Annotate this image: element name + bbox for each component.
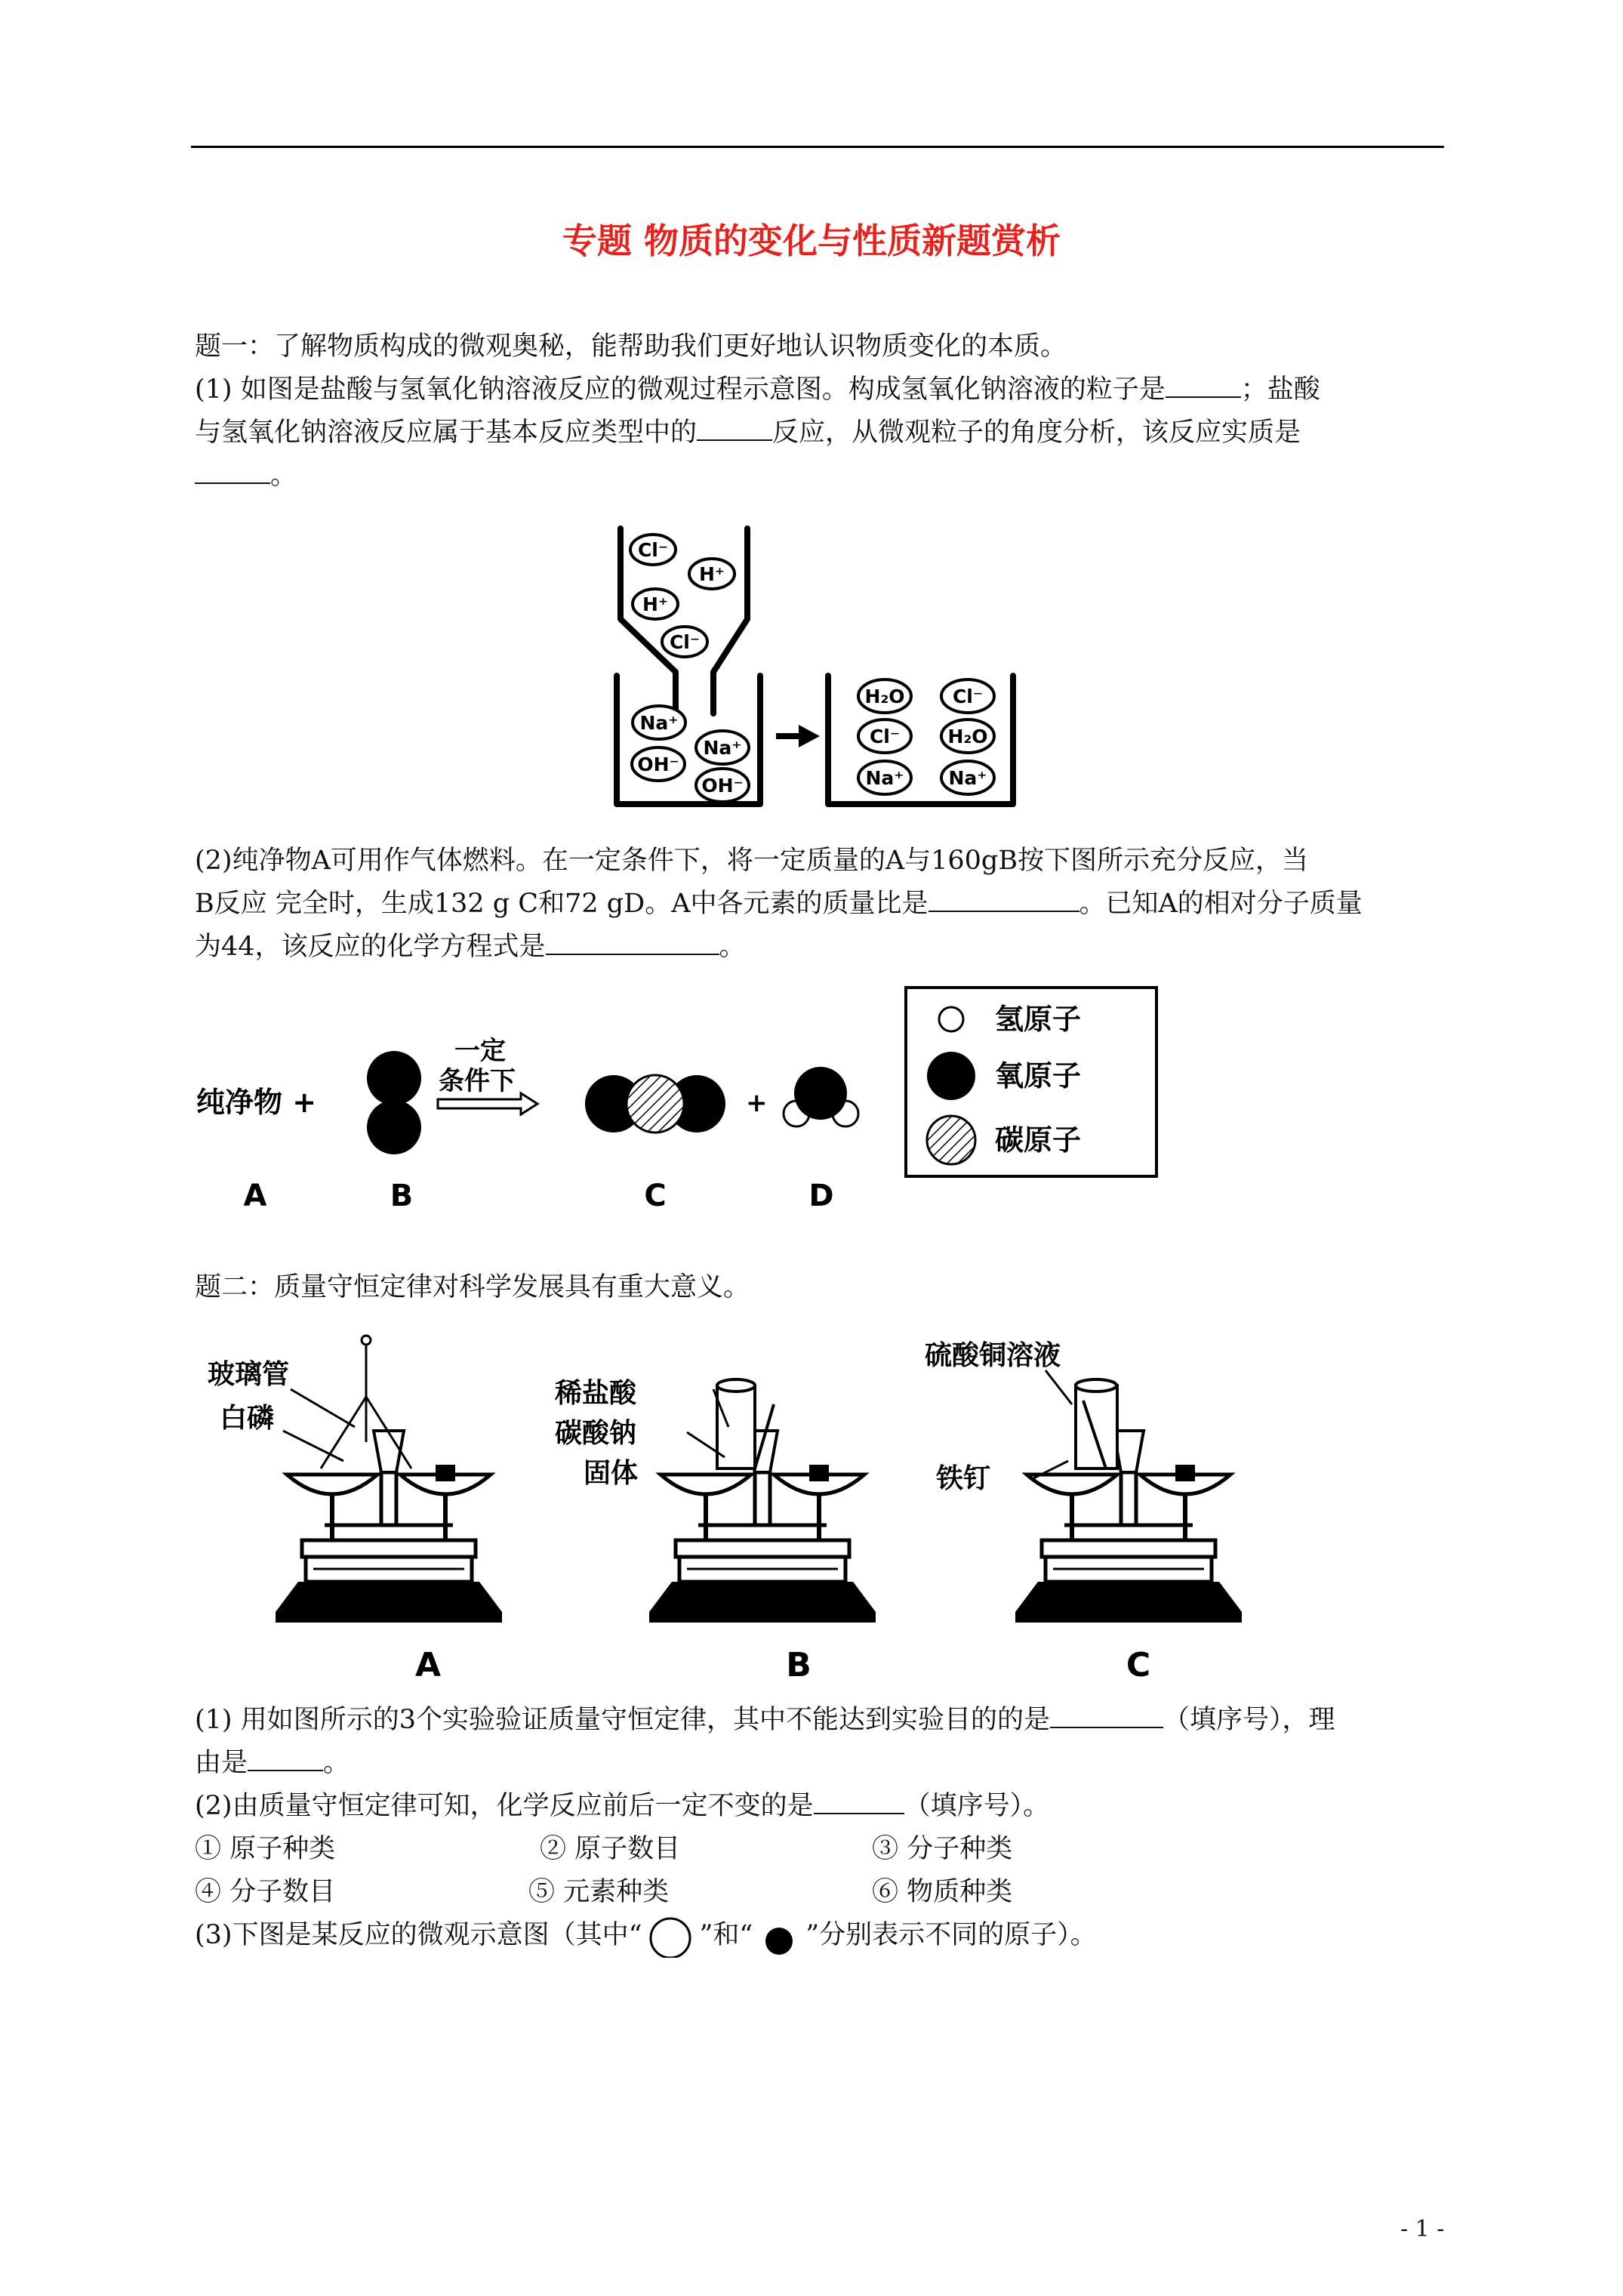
label-a: A (243, 1179, 267, 1213)
ion-label: Na⁺ (703, 737, 742, 759)
reaction-arrow (438, 1093, 537, 1114)
ion-label: Na⁺ (948, 767, 987, 789)
q2-part2: (2)由质量守恒定律可知，化学反应前后一定不变的是 （填序号）。 (195, 1791, 1050, 1821)
ion-label: Na⁺ (639, 712, 679, 734)
page-number: - 1 - (1400, 2216, 1445, 2242)
answer-blank[interactable] (697, 417, 772, 441)
option-4: ④ 分子数目 (195, 1877, 336, 1907)
option-5: ⑤ 元素种类 (528, 1877, 670, 1907)
option-2: ② 原子数目 (540, 1834, 681, 1864)
option-1: ① 原子种类 (195, 1834, 336, 1864)
label-copper-sulfate: 硫酸铜溶液 (925, 1340, 1061, 1371)
ion-label: Cl⁻ (952, 686, 984, 707)
ion-label: OH⁻ (637, 754, 679, 775)
ion-label: Cl⁻ (869, 726, 901, 747)
q1-part1-line1: (1) 如图是盐酸与氢氧化钠溶液反应的微观过程示意图。构成氢氧化钠溶液的粒子是 ；盐酸 (195, 374, 1320, 405)
molecule-reaction-figure (189, 982, 1434, 1223)
white-atom-icon (642, 1915, 699, 1958)
black-atom-icon (753, 1915, 805, 1958)
oxygen-atom (794, 1067, 847, 1120)
ion-label: Cl⁻ (669, 631, 701, 653)
label-sodium-carbonate: 碳酸钠 (555, 1418, 637, 1449)
pure-substance-label: 纯净物 + (196, 1086, 317, 1119)
q2-part1-line2: 由是 。 (195, 1748, 350, 1778)
ion-label: Cl⁻ (637, 539, 669, 561)
label-dilute-hcl: 稀盐酸 (555, 1378, 637, 1409)
condition-top: 一定 (454, 1036, 506, 1066)
answer-blank[interactable] (814, 1790, 904, 1814)
answer-blank[interactable] (1050, 1704, 1163, 1728)
legend-hydrogen-label: 氢原子 (995, 1003, 1082, 1036)
label-iron-nail: 铁钉 (936, 1463, 991, 1494)
legend-hydrogen-icon (939, 1007, 963, 1031)
option-3: ③ 分子种类 (872, 1834, 1013, 1864)
caption-c: C (1126, 1646, 1151, 1684)
label-d: D (808, 1179, 834, 1213)
answer-blank[interactable] (248, 1747, 323, 1771)
caption-b: B (786, 1646, 812, 1684)
label-solid: 固体 (584, 1458, 639, 1489)
q2-part1-line1: (1) 用如图所示的3个实验验证质量守恒定律，其中不能达到实验目的的是 （填序号），理 (195, 1705, 1335, 1735)
answer-blank[interactable] (929, 888, 1079, 912)
ion-label: OH⁻ (701, 775, 744, 797)
plus-sign: + (746, 1088, 768, 1118)
answer-blank[interactable] (546, 931, 719, 955)
q1-part2-line3: 为44，该反应的化学方程式是 。 (195, 932, 746, 962)
option-6: ⑥ 物质种类 (872, 1877, 1013, 1907)
oxygen-atom (367, 1051, 421, 1105)
q2-intro: 题二：质量守恒定律对科学发展具有重大意义。 (195, 1272, 750, 1302)
oxygen-atom (367, 1100, 421, 1154)
page-title: 专题 物质的变化与性质新题赏析 (562, 220, 1061, 261)
q1-intro: 题一：了解物质构成的微观奥秘，能帮助我们更好地认识物质变化的本质。 (195, 331, 1067, 362)
q2-part3: (3)下图是某反应的微观示意图（其中“ ”和“ ”分别表示不同的原子）。 (195, 1914, 1448, 1958)
header-rule (191, 146, 1444, 148)
label-b: B (390, 1179, 414, 1213)
legend-oxygen-label: 氧原子 (995, 1059, 1082, 1093)
q1-part2-line2: B反应 完全时，生成132 g C和72 gD。A中各元素的质量比是 。已知A的相对分子质量 (195, 889, 1363, 919)
ion-label: Na⁺ (865, 767, 904, 789)
condition-bottom: 条件下 (439, 1066, 516, 1096)
legend-carbon-label: 碳原子 (995, 1123, 1082, 1157)
q1-part1-line3: 。 (195, 455, 1448, 498)
reaction-arrow (799, 725, 820, 747)
answer-blank[interactable] (1166, 374, 1241, 398)
legend-carbon-icon (927, 1116, 975, 1164)
ion-label: H₂O (947, 726, 988, 747)
label-c: C (644, 1179, 667, 1213)
ion-label: H₂O (864, 686, 905, 707)
balance-experiments-figure (192, 1329, 1446, 1684)
q1-part2-line1: (2)纯净物A可用作气体燃料。在一定条件下，将一定质量的A与160gB按下图所示充分反应，当 (195, 846, 1309, 876)
answer-blank[interactable] (195, 460, 270, 484)
q1-part1-line2: 与氢氧化钠溶液反应属于基本反应类型中的 反应，从微观粒子的角度分析，该反应实质是 (195, 418, 1301, 448)
label-glass-tube: 玻璃管 (208, 1359, 290, 1390)
caption-a: A (414, 1646, 442, 1684)
ion-label: H⁺ (642, 593, 669, 615)
neutralization-figure (604, 521, 1057, 823)
carbon-atom (627, 1075, 684, 1133)
legend-oxygen-icon (927, 1052, 975, 1100)
label-white-phosphorus: 白磷 (220, 1403, 275, 1434)
ion-label: H⁺ (698, 563, 725, 585)
